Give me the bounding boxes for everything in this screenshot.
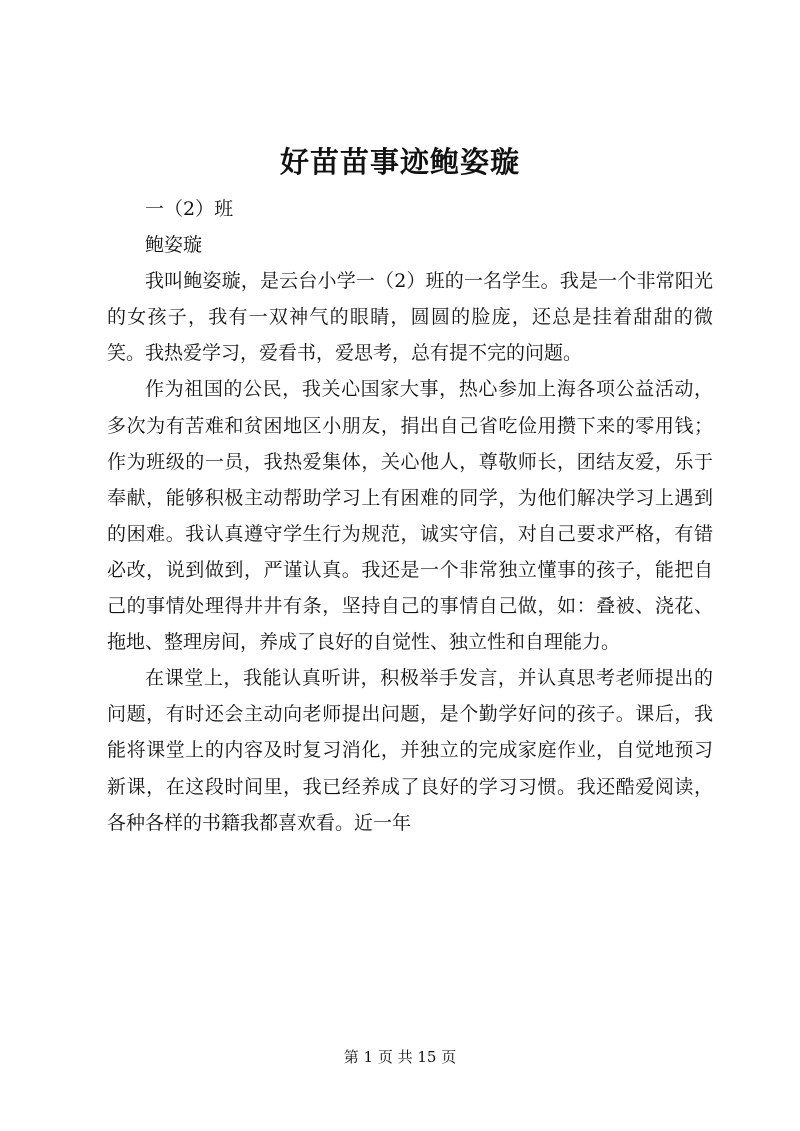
author-name: 鲍姿璇 bbox=[145, 234, 203, 257]
paragraph: 在课堂上，我能认真听讲，积极举手发言，并认真思考老师提出的问题，有时还会主动向老师提出问题，是个勤学好问的孩子。课后，我能将课堂上的内容及时复习消化，并独立的完成家庭作业，自觉地预习新课，在这段时间里，我已经养成了良好的学习习惯。我还酷爱阅读，各种各样的书籍我都喜欢看。近一年 bbox=[107, 667, 713, 834]
document-body bbox=[107, 191, 713, 841]
class-line: 一（2）班 bbox=[145, 198, 234, 220]
page-number-footer: 第 1 页 共 15 页 bbox=[343, 1048, 457, 1066]
paragraph: 我叫鲍姿璇，是云台小学一（2）班的一名学生。我是一个非常阳光的女孩子，我有一双神气的眼睛，圆圆的脸庞，还总是挂着甜甜的微笑。我热爱学习，爱看书，爱思考，总有提不完的问题。 bbox=[107, 270, 713, 365]
paragraph: 作为祖国的公民，我关心国家大事，热心参加上海各项公益活动，多次为有苦难和贫困地区小朋友，捐出自己省吃俭用攒下来的零用钱；作为班级的一员，我热爱集体，关心他人，尊敬师长，团结友爱，乐于奉献，能够积极主动帮助学习上有困难的同学，为他们解决学习上遇到的困难。我认真遵守学生行为规范，诚实守信，对自己要求严格，有错必改，说到做到，严谨认真。我还是一个非常独立懂事的孩子，能把自己的事情处理得井井有条，坚持自己的事情自己做，如：叠被、浇花、拖地、整理房间，养成了良好的自觉性、独立性和自理能力。 bbox=[107, 378, 713, 654]
document-title: 好苗苗事迹鲍姿璇 bbox=[279, 145, 520, 179]
